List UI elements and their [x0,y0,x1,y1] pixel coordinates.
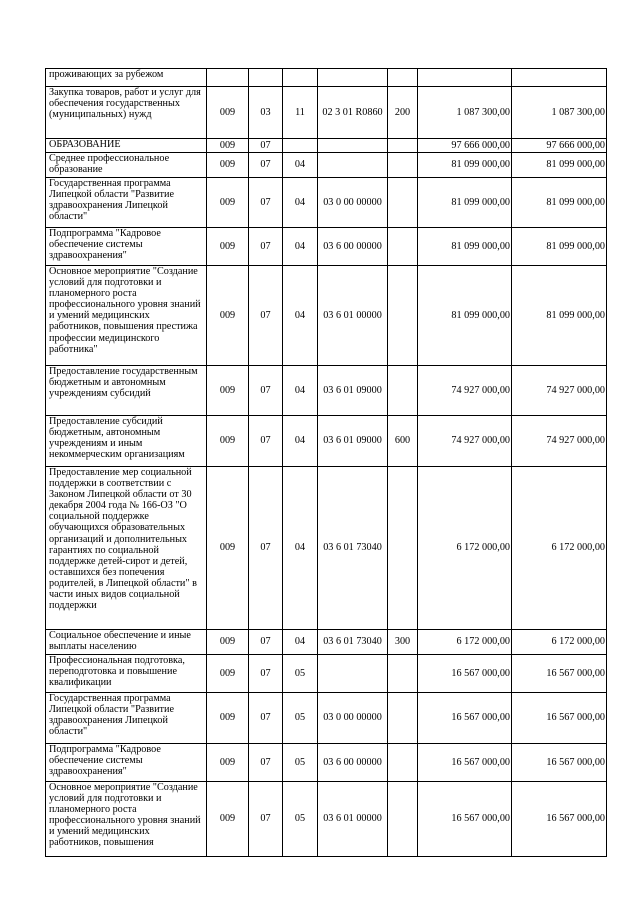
subsection-code: 05 [283,782,318,857]
section-code: 07 [249,693,283,744]
amount-year-2: 74 927 000,00 [512,416,607,467]
amount-year-1: 6 172 000,00 [418,467,512,630]
subsection-code: 04 [283,630,318,655]
amount-year-2 [512,69,607,87]
ministry-code: 009 [207,139,249,153]
subsection-code: 11 [283,87,318,139]
amount-year-1: 16 567 000,00 [418,744,512,782]
table-row [46,266,607,366]
expense-type-code [388,228,418,266]
ministry-code [207,69,249,87]
row-name: Основное мероприятие "Создание условий для подготовки и планомерного роста профессионального уровня знаний и умений медицинских работников, повышения престижа профессии медицинского работника" [46,266,207,366]
ministry-code: 009 [207,655,249,693]
ministry-code: 009 [207,782,249,857]
row-name: Профессиональная подготовка, переподготовка и повышение квалификации [46,655,207,693]
ministry-code: 009 [207,467,249,630]
expense-type-code [388,782,418,857]
expense-type-code [388,655,418,693]
expense-type-code [388,178,418,228]
target-article-code [318,655,388,693]
row-name: Подпрограмма "Кадровое обеспечение системы здравоохранения" [46,744,207,782]
table-row [46,782,607,857]
target-article-code: 03 0 00 00000 [318,178,388,228]
table-row [46,87,607,139]
amount-year-1: 74 927 000,00 [418,416,512,467]
expense-type-code [388,744,418,782]
subsection-code: 05 [283,693,318,744]
subsection-code: 04 [283,467,318,630]
section-code: 07 [249,178,283,228]
target-article-code: 03 0 00 00000 [318,693,388,744]
section-code: 07 [249,139,283,153]
target-article-code: 02 3 01 R0860 [318,87,388,139]
section-code: 07 [249,630,283,655]
target-article-code: 03 6 01 09000 [318,416,388,467]
subsection-code: 04 [283,153,318,178]
row-name: проживающих за рубежом [46,69,207,87]
table-row [46,655,607,693]
subsection-code: 04 [283,178,318,228]
section-code: 07 [249,655,283,693]
table-row [46,153,607,178]
row-name: Предоставление субсидий бюджетным, автономным учреждениям и иным некоммерческим организациям [46,416,207,467]
section-code: 07 [249,266,283,366]
row-name: Подпрограмма "Кадровое обеспечение системы здравоохранения" [46,228,207,266]
ministry-code: 009 [207,266,249,366]
amount-year-1: 81 099 000,00 [418,228,512,266]
amount-year-2: 16 567 000,00 [512,693,607,744]
section-code: 07 [249,228,283,266]
amount-year-2: 81 099 000,00 [512,266,607,366]
amount-year-1: 81 099 000,00 [418,178,512,228]
budget-table [45,68,607,857]
subsection-code: 04 [283,366,318,416]
ministry-code: 009 [207,366,249,416]
target-article-code: 03 6 00 00000 [318,744,388,782]
subsection-code: 04 [283,416,318,467]
expense-type-code: 200 [388,87,418,139]
ministry-code: 009 [207,744,249,782]
table-row [46,744,607,782]
amount-year-1: 1 087 300,00 [418,87,512,139]
row-name: Основное мероприятие "Создание условий для подготовки и планомерного роста профессионального уровня знаний и умений медицинских работников, повышения [46,782,207,857]
target-article-code [318,69,388,87]
row-name: Среднее профессиональное образование [46,153,207,178]
table-row [46,630,607,655]
expense-type-code [388,69,418,87]
ministry-code: 009 [207,693,249,744]
amount-year-1: 81 099 000,00 [418,153,512,178]
amount-year-2: 1 087 300,00 [512,87,607,139]
table-row [46,467,607,630]
ministry-code: 009 [207,416,249,467]
section-code: 07 [249,416,283,467]
section-code: 07 [249,366,283,416]
amount-year-2: 16 567 000,00 [512,782,607,857]
section-code: 07 [249,782,283,857]
section-code: 07 [249,153,283,178]
amount-year-1: 16 567 000,00 [418,782,512,857]
amount-year-2: 97 666 000,00 [512,139,607,153]
target-article-code: 03 6 01 09000 [318,366,388,416]
amount-year-1: 6 172 000,00 [418,630,512,655]
row-name: Социальное обеспечение и иные выплаты населению [46,630,207,655]
amount-year-1: 74 927 000,00 [418,366,512,416]
subsection-code [283,69,318,87]
table-row [46,228,607,266]
subsection-code: 04 [283,266,318,366]
row-name: Предоставление государственным бюджетным и автономным учреждениям субсидий [46,366,207,416]
amount-year-2: 16 567 000,00 [512,655,607,693]
ministry-code: 009 [207,87,249,139]
row-name: Государственная программа Липецкой области "Развитие здравоохранения Липецкой области" [46,178,207,228]
amount-year-2: 74 927 000,00 [512,366,607,416]
ministry-code: 009 [207,153,249,178]
expense-type-code: 300 [388,630,418,655]
row-name: Предоставление мер социальной поддержки в соответствии с Законом Липецкой области от 30 декабря 2004 года № 166-ОЗ "О социальной поддержке обучающихся образовательных организаций и дополнительных гарантиях по социальной поддержке детей-сирот и детей, оставшихся без попечения родителей, в Липецкой области" в части иных видов социальной поддержки [46,467,207,630]
table-row [46,139,607,153]
expense-type-code: 600 [388,416,418,467]
section-code: 07 [249,467,283,630]
amount-year-2: 6 172 000,00 [512,467,607,630]
subsection-code: 05 [283,655,318,693]
table-row [46,416,607,467]
table-row [46,178,607,228]
amount-year-2: 81 099 000,00 [512,153,607,178]
row-name: Закупка товаров, работ и услуг для обеспечения государственных (муниципальных) нужд [46,87,207,139]
target-article-code [318,139,388,153]
amount-year-2: 81 099 000,00 [512,178,607,228]
expense-type-code [388,139,418,153]
amount-year-2: 81 099 000,00 [512,228,607,266]
table-row [46,366,607,416]
amount-year-2: 16 567 000,00 [512,744,607,782]
expense-type-code [388,693,418,744]
table-row [46,69,607,87]
target-article-code: 03 6 01 00000 [318,266,388,366]
target-article-code [318,153,388,178]
section-code [249,69,283,87]
amount-year-1: 97 666 000,00 [418,139,512,153]
row-name: ОБРАЗОВАНИЕ [46,139,207,153]
amount-year-2: 6 172 000,00 [512,630,607,655]
row-name: Государственная программа Липецкой области "Развитие здравоохранения Липецкой области" [46,693,207,744]
expense-type-code [388,467,418,630]
subsection-code: 05 [283,744,318,782]
expense-type-code [388,366,418,416]
amount-year-1: 16 567 000,00 [418,655,512,693]
amount-year-1: 16 567 000,00 [418,693,512,744]
target-article-code: 03 6 01 73040 [318,467,388,630]
target-article-code: 03 6 01 00000 [318,782,388,857]
table-row [46,693,607,744]
expense-type-code [388,153,418,178]
amount-year-1: 81 099 000,00 [418,266,512,366]
amount-year-1 [418,69,512,87]
ministry-code: 009 [207,630,249,655]
section-code: 07 [249,744,283,782]
target-article-code: 03 6 00 00000 [318,228,388,266]
target-article-code: 03 6 01 73040 [318,630,388,655]
ministry-code: 009 [207,178,249,228]
expense-type-code [388,266,418,366]
section-code: 03 [249,87,283,139]
subsection-code: 04 [283,228,318,266]
ministry-code: 009 [207,228,249,266]
subsection-code [283,139,318,153]
